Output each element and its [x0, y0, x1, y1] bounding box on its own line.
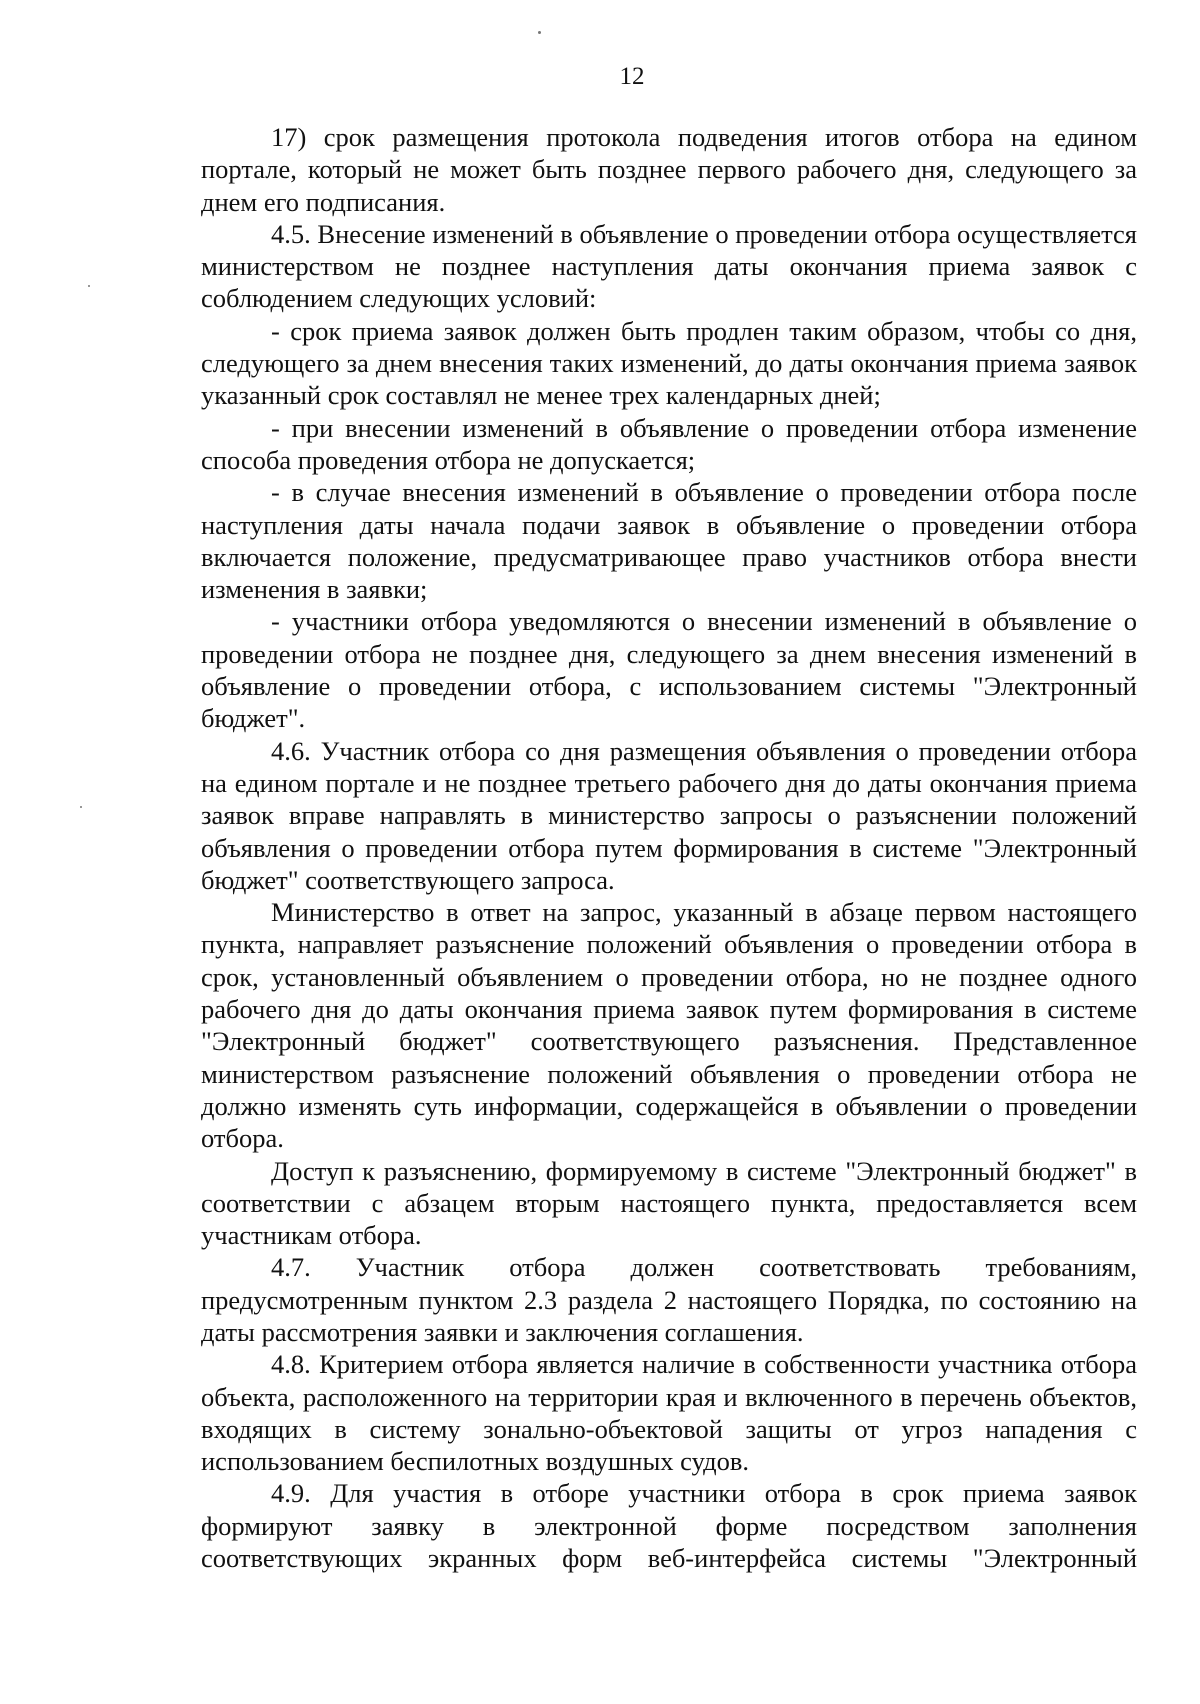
paragraph-4-7: 4.7. Участник отбора должен соответствовать требованиям, предусмотренным пунктом 2.3 раздела 2 настоящего Порядка, по состоянию на даты рассмотрения заявки и заключения соглашения.	[201, 1252, 1137, 1347]
paragraph-clarification: Министерство в ответ на запрос, указанный в абзаце первом настоящего пункта, направляет разъяснение положений объявления о проведении отбора в срок, установленный объявлением о проведении отбора, но не позднее одного рабочего дня до даты окончания приема заявок путем формирования в системе "Электронный бюджет" соответствующего разъяснения. Представленное министерством разъяснение положений объявления о проведении отбора не должно изменять суть информации, содержащейся в объявлении о проведении отбора.	[201, 897, 1137, 1154]
paragraph-condition-extension: - срок приема заявок должен быть продлен таким образом, чтобы со дня, следующего за днем внесения таких изменений, до даты окончания приема заявок указанный срок составлял не менее трех календарных дней;	[201, 315, 1137, 411]
scan-dot	[80, 806, 82, 808]
paragraph-condition-method: - при внесении изменений в объявление о проведении отбора изменение способа проведения отбора не допускается;	[201, 412, 1137, 475]
page-number: 12	[619, 63, 645, 90]
paragraph-condition-notification: - участники отбора уведомляются о внесении изменений в объявление о проведении отбора не позднее дня, следующего за днем внесения изменений в объявление о проведении отбора, с использованием системы "Электронный бюджет".	[201, 606, 1137, 734]
paragraph-4-6: 4.6. Участник отбора со дня размещения объявления о проведении отбора на едином портале и не позднее третьего рабочего дня до даты окончания приема заявок вправе направлять в министерство запросы о разъяснении положений объявления о проведении отбора путем формирования в системе "Электронный бюджет" соответствующего запроса.	[201, 735, 1137, 895]
scan-dot	[88, 285, 90, 287]
paragraph-4-8: 4.8. Критерием отбора является наличие в собственности участника отбора объекта, расположенного на территории края и включенного в перечень объектов, входящих в систему зонально-объектовой защиты от угроз нападения с использованием беспилотных воздушных судов.	[201, 1349, 1137, 1477]
paragraph-4-9: 4.9. Для участия в отборе участники отбора в срок приема заявок формируют заявку в электронной форме посредством заполнения соответствующих экранных форм веб-интерфейса системы "Электронный	[201, 1478, 1137, 1574]
paragraph-4-5: 4.5. Внесение изменений в объявление о проведении отбора осуществляется министерством не позднее наступления даты окончания приема заявок с соблюдением следующих условий:	[201, 218, 1137, 314]
document-body	[201, 121, 1137, 1574]
paragraph-condition-amendments: - в случае внесения изменений в объявление о проведении отбора после наступления даты начала подачи заявок в объявление о проведении отбора включается положение, предусматривающее право участников отбора внести изменения в заявки;	[201, 477, 1137, 605]
paragraph-item-17: 17) срок размещения протокола подведения итогов отбора на едином портале, который не может быть позднее первого рабочего дня, следующего за днем его подписания.	[201, 122, 1137, 217]
scan-dot	[538, 31, 541, 34]
paragraph-access: Доступ к разъяснению, формируемому в системе "Электронный бюджет" в соответствии с абзацем вторым настоящего пункта, предоставляется всем участникам отбора.	[201, 1155, 1137, 1251]
